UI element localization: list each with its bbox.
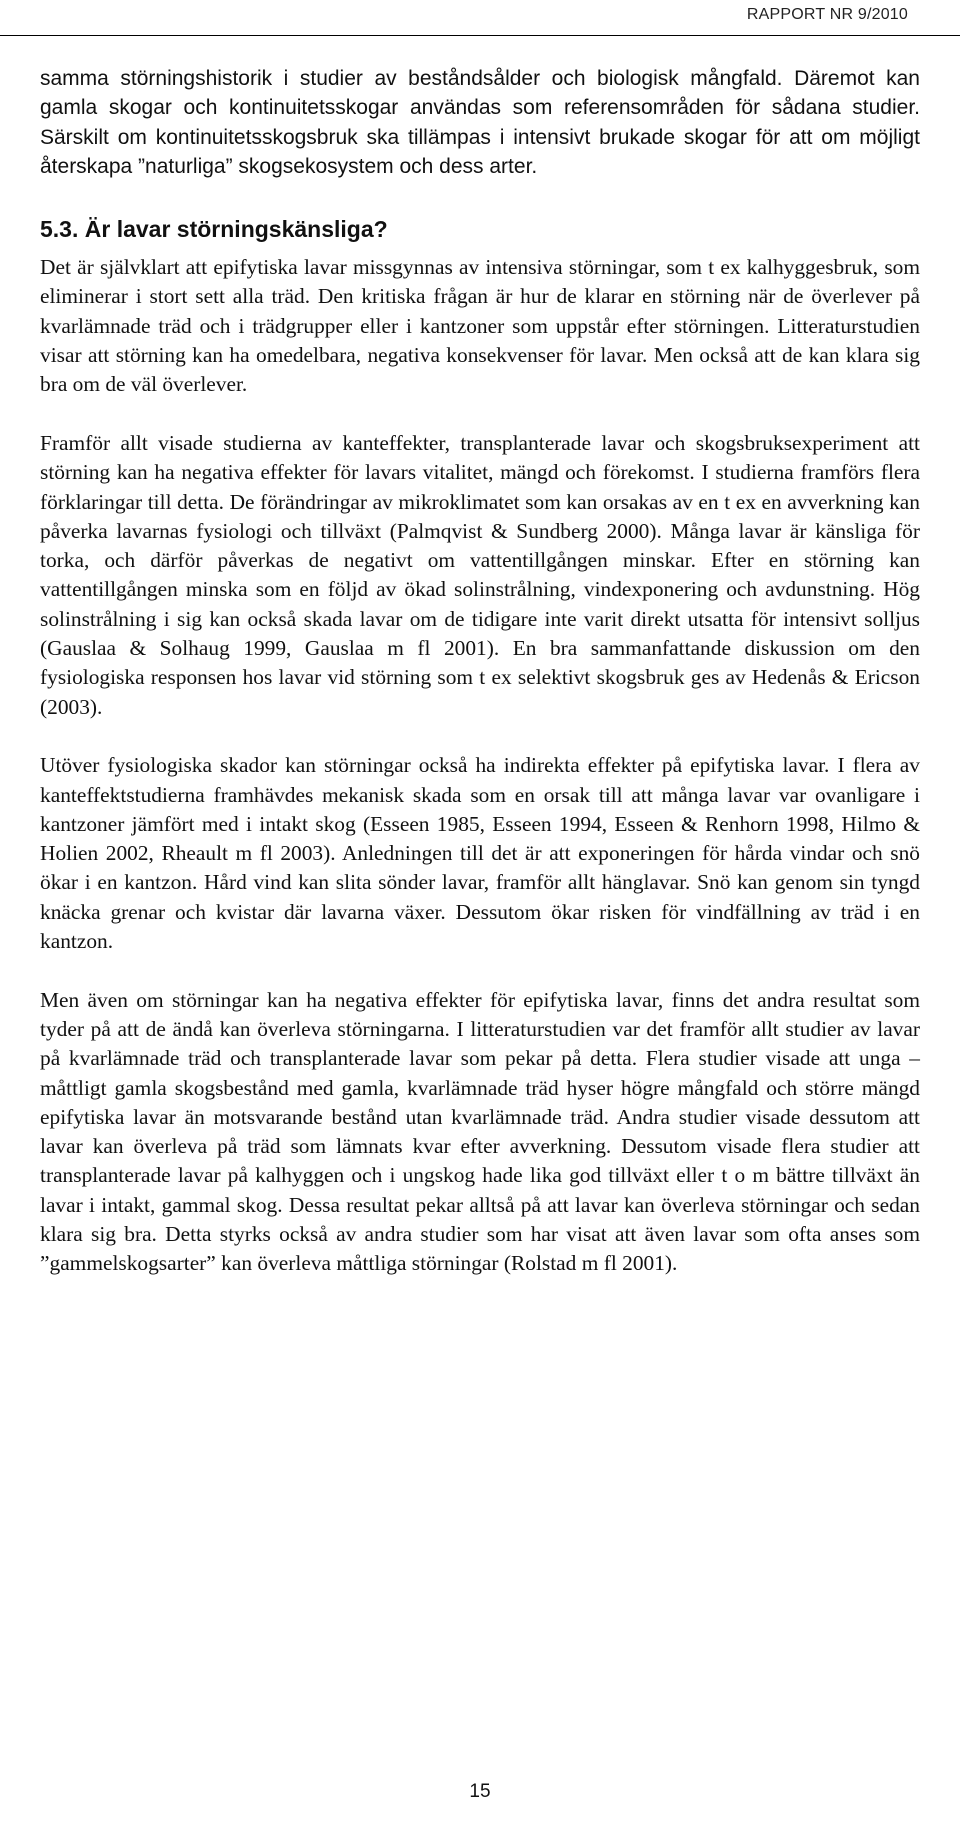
section-heading: 5.3. Är lavar störningskänsliga? xyxy=(40,216,388,243)
body-paragraph: Men även om störningar kan ha negativa effekter för epifytiska lavar, finns det andra resultat som tyder på att de ändå kan överleva störningarna. I litteraturstudien var det framför allt studier av lavar på kvarlämnade träd och transplanterade lavar som pekar på detta. Flera studier visade att unga – måttligt gamla skogsbestånd med gamla, kvarlämnade träd hyser högre mångfald och större mängd epifytiska lavar än motsvarande bestånd utan kvarlämnade träd. Andra studier visade dessutom att lavar kan överleva på träd som lämnats kvar efter avverkning. Dessutom visade flera studier att transplanterade lavar på kalhyggen och i ungskog hade lika god tillväxt eller t o m bättre tillväxt än lavar i intakt, gammal skog. Dessa resultat pekar alltså på att lavar kan överleva störningar och sedan klara sig bra. Detta styrks också av andra studier som har visat att även lavar som ofta anses som ”gammelskogsarter” kan överleva måttliga störningar (Rolstad m fl 2001). xyxy=(40,987,920,1276)
page-number: 15 xyxy=(469,1781,491,1802)
body-paragraph: Framför allt visade studierna av kanteffekter, transplanterade lavar och skogsbruksexperiment att störning kan ha negativa effekter för lavars vitalitet, mängd och förekomst. I studierna framförs flera förklaringar till detta. De förändringar av mikroklimatet som kan orsakas av en t ex en avverkning kan påverka lavarnas fysiologi och tillväxt (Palmqvist & Sundberg 2000). Många lavar är känsliga för torka, och därför påverkas de negativt om vattentillgången minskar. Efter en störning kan vattentillgången minska som en följd av ökad solinstrålning, vindexponering och avdunstning. Hög solinstrålning i sig kan också skada lavar om de tidigare inte varit direkt utsatta för intensivt solljus (Gauslaa & Solhaug 1999, Gauslaa m fl 2001). En bra sammanfattande diskussion om den fysiologiska responsen hos lavar vid störning som t ex selektivt skogsbruk ges av Hedenås & Ericson (2003). xyxy=(40,430,920,719)
report-header: RAPPORT NR 9/2010 xyxy=(746,6,908,23)
intro-paragraph: samma störningshistorik i studier av beståndsålder och biologisk mångfald. Däremot kan gamla skogar och kontinuitetsskogar användas som referensområden för sådana studier. Särskilt om kontinuitetsskogsbruk ska tillämpas i intensivt brukade skogar för att om möjligt återskapa ”naturliga” skogsekosystem och dess arter. xyxy=(40,67,920,178)
body-paragraph: Det är självklart att epifytiska lavar missgynnas av intensiva störningar, som t ex kalhyggesbruk, som eliminerar i stort sett alla träd. Den kritiska frågan är hur de klarar en störning när de överlever på kvarlämnade träd och i trädgrupper eller i kantzoner som uppstår efter störningen. Litteraturstudien visar att störning kan ha omedelbara, negativa konsekvenser för lavar. Men också att de kan klara sig bra om de väl överlever. xyxy=(40,255,920,397)
body-paragraph: Utöver fysiologiska skador kan störningar också ha indirekta effekter på epifytiska lavar. I flera av kanteffektstudierna framhävdes mekanisk skada som en orsak till att många lavar var ovanligare i kantzoner jämfört med i intakt skog (Esseen 1985, Esseen 1994, Esseen & Renhorn 1998, Hilmo & Holien 2002, Rheault m fl 2003). Anledningen till det är att exponeringen för hårda vindar och snö ökar i en kantzon. Hård vind kan slita sönder lavar, framför allt hänglavar. Snö kan genom sin tyngd knäcka grenar och kvistar där lavarna växer. Dessutom ökar risken för vindfällning av träd i en kantzon. xyxy=(40,753,920,954)
header-divider xyxy=(0,35,960,36)
document-body xyxy=(40,64,920,1308)
